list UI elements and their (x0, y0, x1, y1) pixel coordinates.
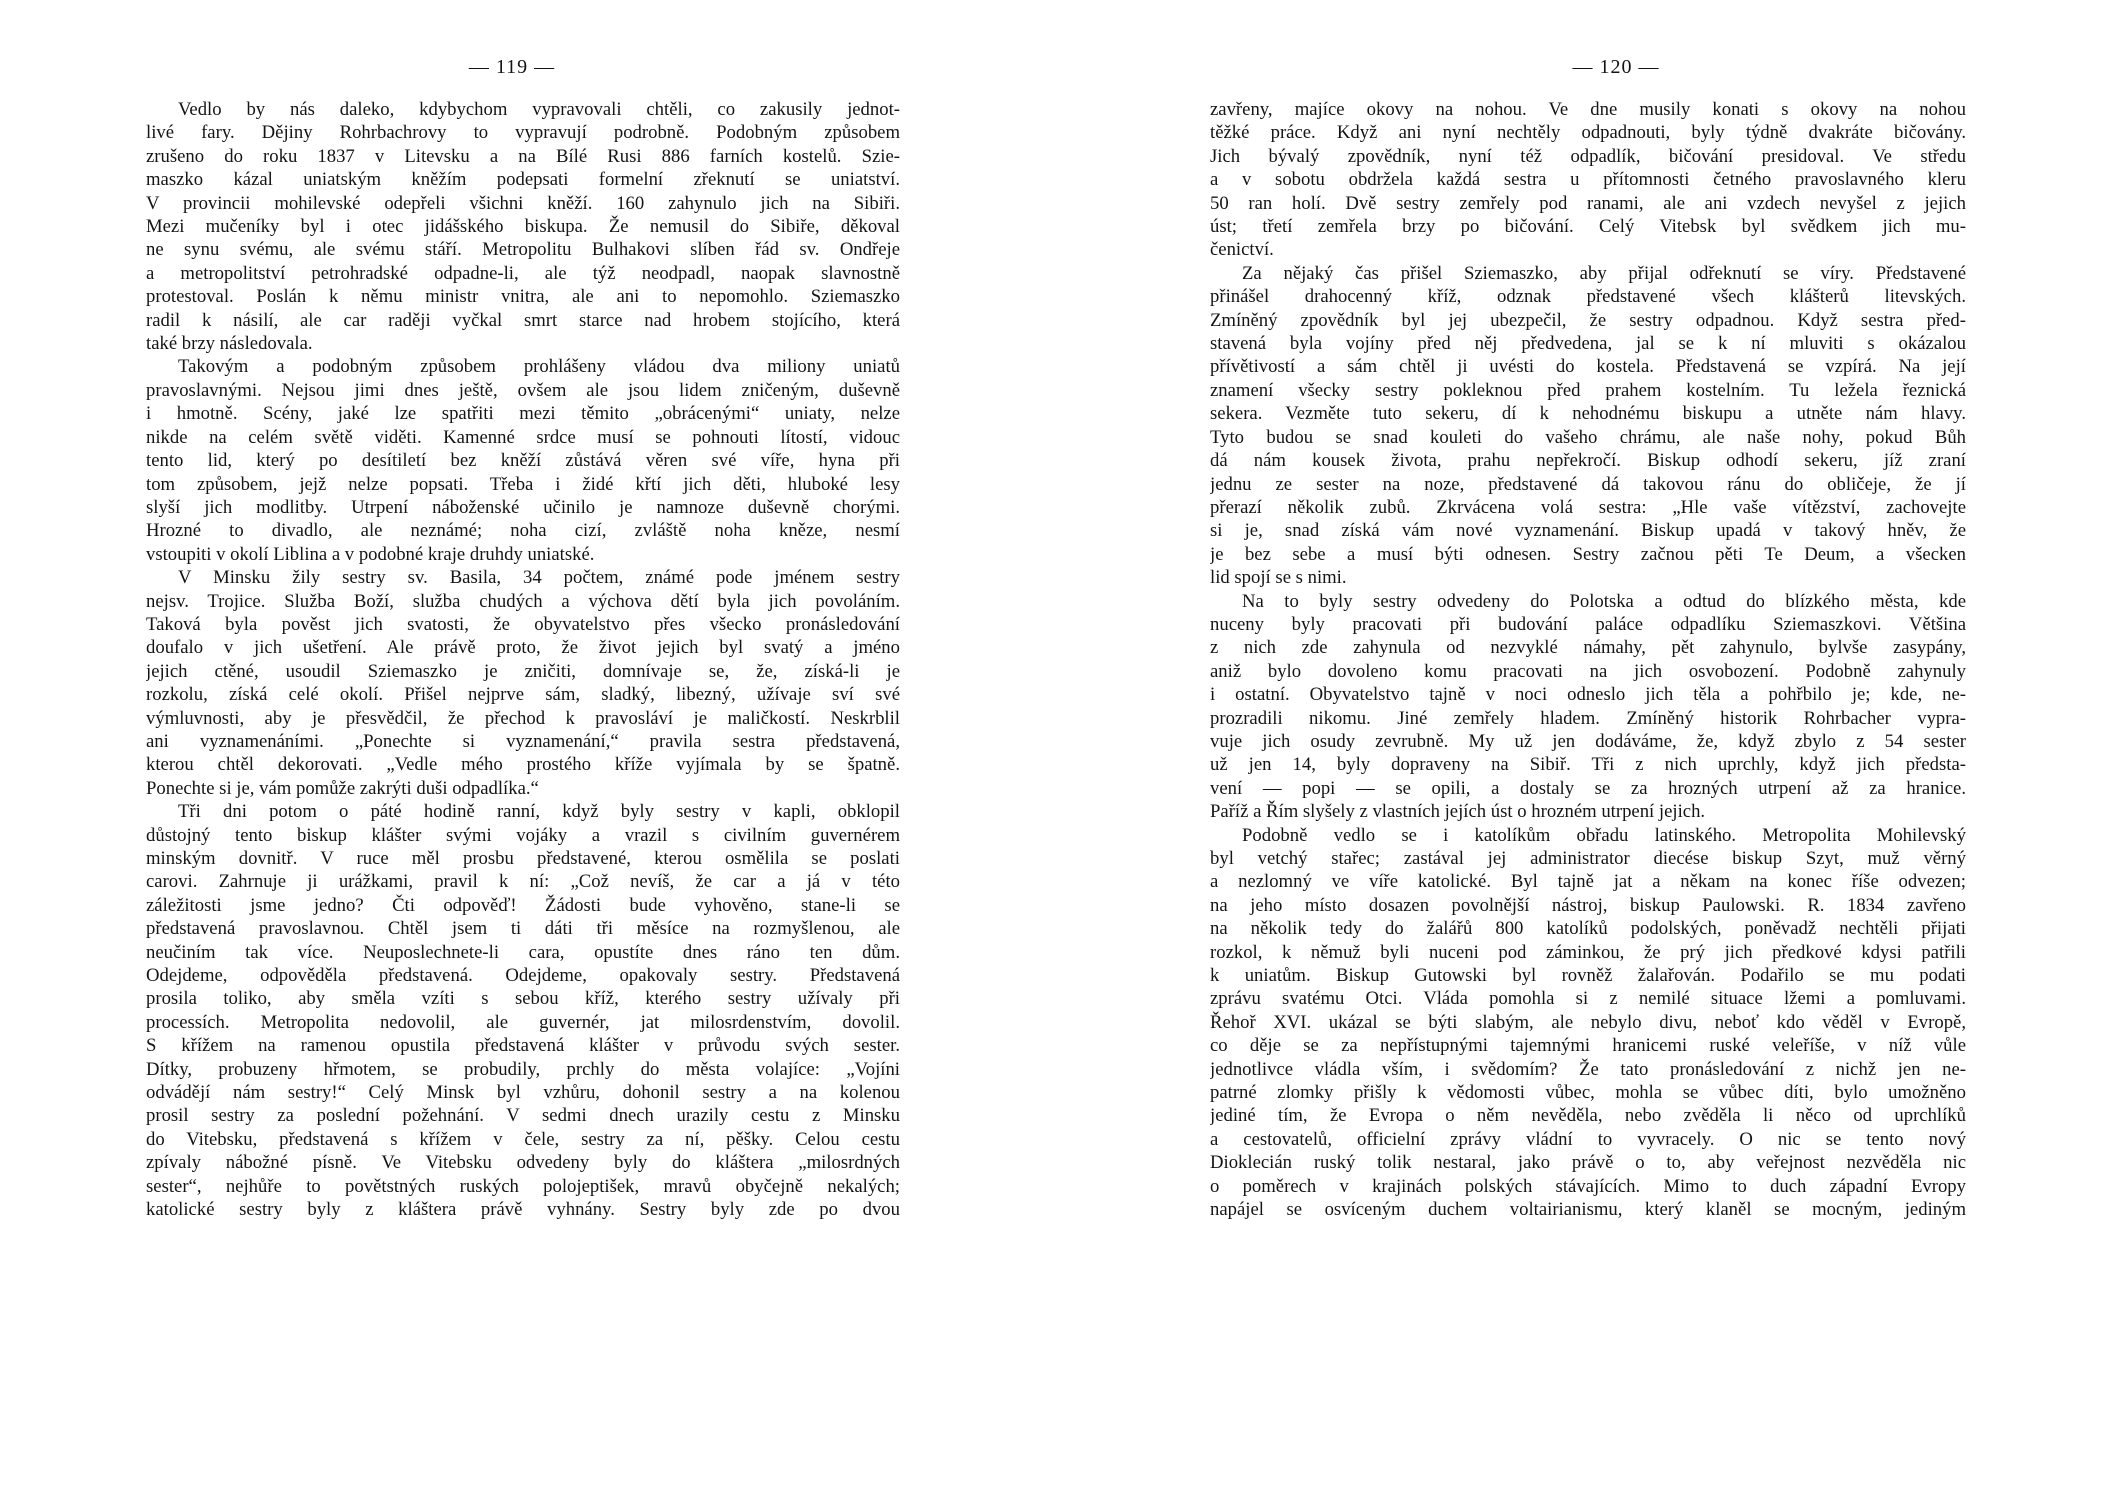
text-line: sekera. Vezměte tuto sekeru, dí k nehodnému biskupu a utněte nám hlavy. (1210, 403, 1966, 425)
text-line: V provincii mohilevské odepřeli všichni kněží. 160 zahynulo jich na Sibiři. (146, 192, 900, 214)
text-line: prosil sestry za poslední požehnání. V sedmi dnech urazily cestu z Minsku (146, 1105, 900, 1127)
text-line: jednotlivce vládla vším, i svědomím? Že tato pronásledování z nichž jen ne- (1210, 1058, 1966, 1080)
text-line: Tři dni potom o páté hodině ranní, když byly sestry v kapli, obklopil (178, 801, 900, 823)
text-line: z nich zde zahynula od nezvyklé námahy, pět zahynulo, bylvše zasypány, (1210, 637, 1966, 659)
text-line: patrné zlomky přišly k vědomosti vůbec, mohla se vůbec díti, bylo umožněno (1210, 1082, 1966, 1104)
text-line: vuje jich osudy zevrubně. My už jen dodáváme, že, když zbylo z 54 sester (1210, 730, 1966, 752)
text-line: tento lid, který po desítiletí bez kněží zůstává věren své víře, hyna při (146, 450, 900, 472)
text-line: prozradili nikomu. Jiné zemřely hladem. Zmíněný historik Rohrbacher vypra- (1210, 707, 1966, 729)
text-line: napájel se osvíceným duchem voltairianismu, který klaněl se mocným, jediným (1210, 1199, 1966, 1221)
text-line: i ostatní. Obyvatelstvo tajně v noci odneslo jich těla a pohřbilo je; kde, ne- (1210, 684, 1966, 706)
text-line: čenictví. (1210, 239, 1274, 261)
text-line: vstoupiti v okolí Liblina a v podobné kraje druhdy uniatské. (146, 543, 595, 565)
text-line: minským dovnitř. V ruce měl prosbu představené, kterou osmělila se poslati (146, 848, 900, 869)
text-line: zpívaly nábožné písně. Ve Vitebsku odvedeny byly do kláštera „milosrdných (146, 1152, 900, 1174)
text-line: Mezi mučeníky byl i otec jidášského biskupa. Že nemusil do Sibiře, děkoval (146, 216, 900, 238)
page-text (1210, 98, 1966, 1222)
text-line: Podobně vedlo se i katolíkům obřadu latinského. Metropolita Mohilevský (1242, 824, 1966, 846)
text-line: k uniatům. Biskup Gutowski byl rovněž žalařován. Podařilo se mu podati (1210, 965, 1966, 987)
text-line: byl vetchý stařec; zastával jej administrator diecése biskup Szyt, muž věrný (1210, 848, 1966, 869)
text-line: si je, snad získá vám nové vyznamenání. Biskup upadá v takový hněv, že (1210, 520, 1966, 542)
text-line: dá nám kousek života, prahu nepřekročí. Biskup odhodí sekeru, jíž zraní (1210, 450, 1966, 472)
text-line: V Minsku žily sestry sv. Basila, 34 počtem, známé pode jménem sestry (178, 567, 900, 589)
text-line: livé fary. Dějiny Rohrbachrovy to vypravují podrobně. Podobným způsobem (146, 122, 900, 144)
text-line: Takovým a podobným způsobem prohlášeny vládou dva miliony uniatů (178, 356, 900, 378)
text-line: doufalo v jich ušetření. Ale právě proto, že život jejich byl svatý a jméno (146, 637, 900, 659)
text-line: radil k násilí, ale car raději vyčkal smrt starce nad hrobem stojícího, která (146, 309, 900, 331)
page-number: — 119 — (468, 56, 556, 78)
text-line: výmluvnosti, aby je přesvědčil, že přechod k pravosláví je maličkostí. Neskrblil (146, 707, 900, 729)
text-line: S křížem na ramenou opustila představená klášter v průvodu svých sester. (146, 1035, 900, 1057)
text-line: aniž bylo dovoleno komu pracovati na jich osvobození. Podobně zahynuly (1210, 660, 1966, 682)
text-line: o poměrech v krajinách polských stávajících. Mimo to duch západní Evropy (1210, 1175, 1966, 1197)
text-line: odvádějí nám sestry!“ Celý Minsk byl vzhůru, dohonil sestry a na kolenou (146, 1082, 900, 1104)
right-page (1054, 0, 2108, 1501)
text-line: prosila toliko, aby směla vzíti s sebou kříž, kterého sestry užívaly při (146, 988, 900, 1010)
text-line: Hrozné to divadlo, ale neznámé; noha cizí, zvláště noha kněze, nesmí (146, 520, 900, 542)
text-line: zrušeno do roku 1837 v Litevsku a na Bílé Rusi 886 farních kostelů. Szie- (146, 145, 900, 167)
text-line: Zmíněný zpovědník byl jej ubezpečil, že sestry odpadnou. Když sestra před- (1210, 309, 1966, 331)
text-line: těžké práce. Když ani nyní nechtěly odpadnouti, byly týdně dvakráte bičovány. (1210, 122, 1966, 144)
text-line: a cestovatelů, officielní zprávy vládní to vyvracely. O nic se tento nový (1210, 1128, 1966, 1150)
text-line: nuceny byly pracovati při budování paláce odpadlíku Sziemaszkovi. Většina (1210, 613, 1966, 635)
text-line: protestoval. Poslán k němu ministr vnitra, ale ani to nepomohlo. Sziemaszko (146, 286, 900, 308)
text-line: záležitosti jsme jedno? Čti odpověď! Žádosti bude vyhověno, stane-li se (146, 894, 900, 916)
text-line: Dítky, probuzeny hřmotem, se probudily, prchly do města volajíce: „Vojíni (146, 1058, 900, 1080)
text-line: carovi. Zahrnuje ji urážkami, pravil k ní: „Což nevíš, že car a já v této (146, 871, 900, 893)
text-line: přívětivostí a sám chtěl ji uvésti do kostela. Představená se vzpírá. Na její (1210, 356, 1966, 378)
text-line: Ponechte si je, vám pomůže zakrýti duši odpadlíka.“ (146, 777, 539, 799)
text-line: a metropolitství petrohradské odpadne-li, ale týž neodpadl, naopak slavnostně (146, 262, 900, 284)
text-line: Paříž a Řím slyšely z vlastních jejích úst o hrozném utrpení jejich. (1210, 801, 1706, 823)
text-line: úst; třetí zemřela brzy po bičování. Celý Vitebsk byl svědkem jich mu- (1210, 216, 1966, 238)
text-line: zavřeny, majíce okovy na nohou. Ve dne musily konati s okovy na nohou (1210, 99, 1966, 120)
text-line: Řehoř XVI. ukázal se býti slabým, ale nebylo divu, neboť kdo věděl v Evropě, (1210, 1011, 1966, 1033)
text-line: už jen 14, byly dopraveny na Sibiř. Tři z nich uprchly, když jich předsta- (1210, 754, 1966, 776)
text-line: Odejdeme, odpověděla představená. Odejdeme, opakovaly sestry. Představená (146, 965, 900, 987)
text-line: na jeho místo dosazen povolnější nástroj, biskup Paulowski. R. 1834 zavřeno (1210, 894, 1966, 916)
text-line: pravoslavnými. Nejsou jimi dnes ještě, ovšem ale jsou lidem zničeným, duševně (146, 379, 900, 401)
text-line: katolické sestry byly z kláštera právě vyhnány. Sestry byly zde po dvou (146, 1199, 900, 1221)
text-line: Vedlo by nás daleko, kdybychom vypravovali chtěli, co zakusily jednot- (178, 99, 900, 120)
text-line: důstojný tento biskup klášter svými vojáky a vrazil s civilním guvernérem (146, 824, 900, 846)
text-line: Dioklecián ruský tolik nestaral, jako právě o to, aby veřejnost nezvěděla nic (1210, 1152, 1966, 1174)
text-line: je bez sebe a musí býti odnesen. Sestry začnou pěti Te Deum, a všecken (1210, 543, 1966, 565)
text-line: přinášel drahocenný kříž, odznak představené všech klášterů litevských. (1210, 286, 1966, 308)
text-line: nikde na celém světě viděti. Kamenné srdce musí se pohnouti lítostí, vidouc (146, 426, 900, 448)
text-line: tom způsobem, jejž nelze popsati. Třeba i židé křtí jich děti, hluboké lesy (146, 473, 900, 495)
text-line: přerazí několik zubů. Zkrvácena volá sestra: „Hle vaše vítězství, zachovejte (1210, 496, 1966, 518)
text-line: jednu ze sester na noze, představené dá takovou ránu do obličeje, že jí (1210, 473, 1966, 495)
text-line: ne synu svému, ale svému stáří. Metropolitu Bulhakovi slíben řád sv. Ondřeje (146, 239, 900, 261)
text-line: a nezlomný ve víře katolické. Byl tajně jat a někam na konec říše odvezen; (1210, 871, 1966, 893)
text-line: neučiním tak více. Neuposlechnete-li cara, opustíte dnes ráno ten dům. (146, 941, 900, 963)
text-line: kterou chtěl dekorovati. „Vedle mého prostého kříže vyjímala by se špatně. (146, 754, 900, 776)
text-line: Za nějaký čas přišel Sziemaszko, aby přijal odřeknutí se víry. Představené (1242, 262, 1966, 284)
text-line: slyší jich modlitby. Utrpení náboženské učinilo je namnoze duševně chorými. (146, 496, 900, 518)
text-line: lid spojí se s nimi. (1210, 567, 1347, 589)
text-line: znamení všecky sestry pokleknou před prahem kostelním. Tu ležela řeznická (1210, 379, 1966, 401)
text-line: co děje se za nepřístupnými tajemnými hranicemi ruské veleříše, v níž vůle (1210, 1035, 1966, 1057)
text-line: vení — popi — se opili, a dostaly se za hrozných utrpení až za hranice. (1210, 777, 1966, 799)
text-line: stavená byla vojíny před něj předvedena, jal se k ní mluviti s okázalou (1210, 333, 1966, 355)
text-line: představená pravoslavnou. Chtěl jsem ti dáti tři měsíce na rozmyšlenou, ale (146, 918, 900, 940)
text-line: také brzy následovala. (146, 333, 313, 355)
text-line: Na to byly sestry odvedeny do Polotska a odtud do blízkého města, kde (1242, 590, 1966, 612)
text-line: na několik tedy do žalářů 800 katolíků podolských, poněvadž nechtěli přijati (1210, 918, 1966, 940)
text-line: i hmotně. Scény, jaké lze spatřiti mezi těmito „obrácenými“ uniaty, nelze (146, 403, 900, 425)
text-line: jediné tím, že Evropa o něm nevěděla, nebo zvěděla li něco od uprchlíků (1210, 1105, 1966, 1127)
text-line: rozkol, k němuž byli nuceni pod záminkou, že prý jich předkové kdysi patřili (1210, 941, 1966, 963)
text-line: 50 ran holí. Dvě sestry zemřely pod ranami, ale ani vzdech nevyšel z jejich (1210, 192, 1966, 214)
text-line: Jich bývalý zpovědník, nyní též odpadlík, bičování presidoval. Ve středu (1210, 145, 1966, 167)
text-line: nejsv. Trojice. Služba Boží, služba chudých a výchova dětí byla jich povoláním. (146, 590, 900, 612)
text-line: sester“, nejhůře to povětstných ruských polojeptišek, mravů obyčejně nekalých; (146, 1175, 900, 1197)
text-line: a v sobotu obdržela každá sestra u přítomnosti četného pravoslavného kleru (1210, 169, 1966, 191)
text-line: Taková byla pověst jich svatosti, že obyvatelstvo přes všecko pronásledování (146, 613, 900, 635)
text-line: do Vitebsku, představená s křížem v čele, sestry za ní, pěšky. Celou cestu (146, 1128, 900, 1150)
text-line: maszko kázal uniatským kněžím podepsati formelní zřeknutí se uniatství. (146, 169, 900, 191)
page-text (146, 98, 900, 1222)
text-line: ani vyznamenáními. „Ponechte si vyznamenání,“ pravila sestra představená, (146, 730, 900, 752)
text-line: zprávu svatému Otci. Vláda pomohla si z nemilé situace lžemi a pomluvami. (1210, 988, 1966, 1010)
page-number: — 120 — (1572, 56, 1660, 78)
text-line: rozkolu, získá celé okolí. Přišel nejprve sám, sladký, libezný, užívaje sví své (146, 684, 900, 706)
text-line: jejich ctěné, usoudil Sziemaszko je zničiti, domnívaje se, že, získá-li je (146, 660, 900, 682)
text-line: processích. Metropolita nedovolil, ale guvernér, jat milosrdenstvím, dovolil. (146, 1011, 900, 1033)
text-line: Tyto budou se snad kouleti do vašeho chrámu, ale naše nohy, pokud Bůh (1210, 426, 1966, 448)
